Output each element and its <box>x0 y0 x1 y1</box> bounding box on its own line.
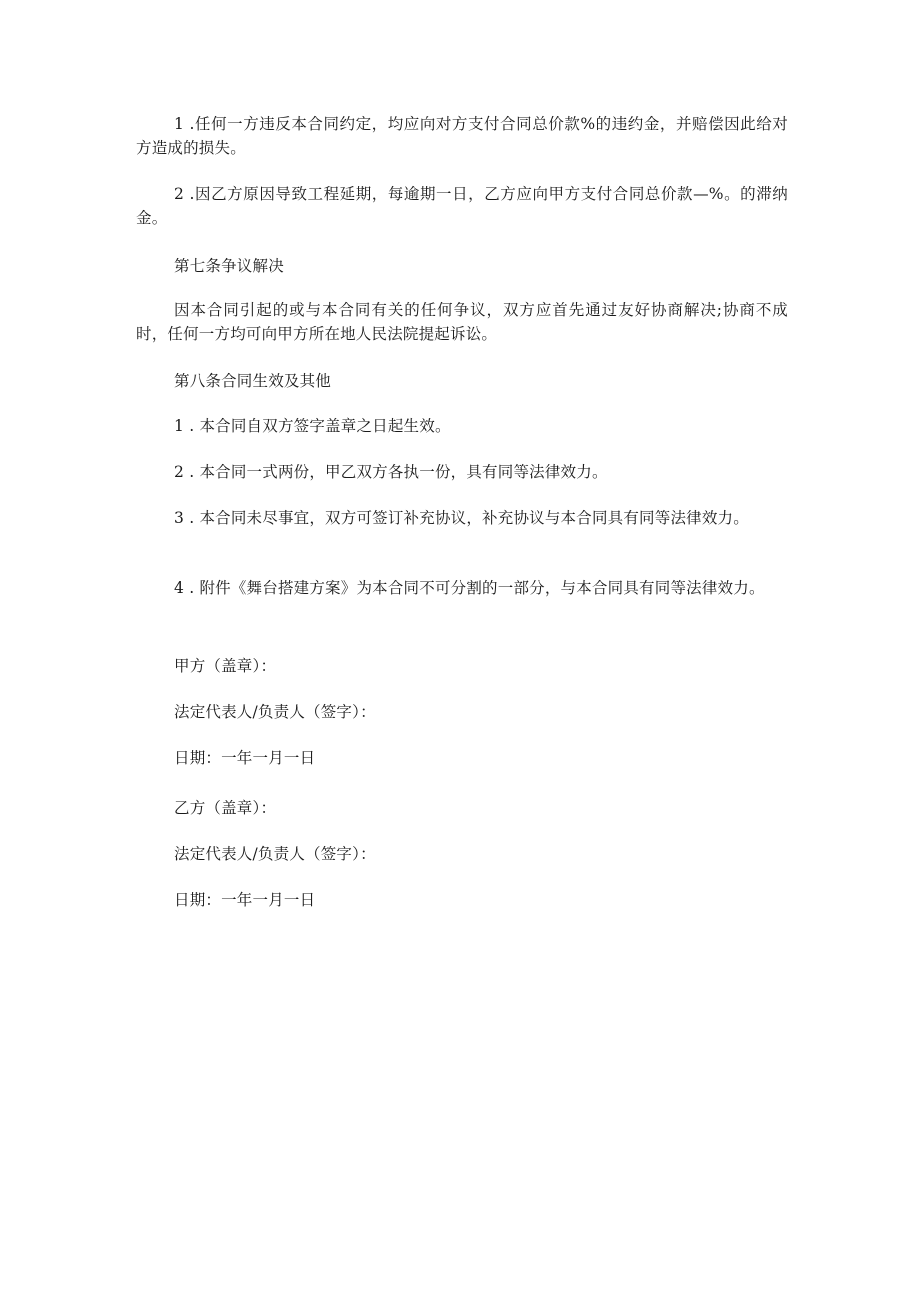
party-b-date-label: 日期：一年一月一日 <box>174 891 316 909</box>
party-b-seal-label: 乙方（盖章）： <box>174 799 277 817</box>
party-a-representative-label: 法定代表人/负责人（签字）： <box>174 703 376 721</box>
clause-8-item-3: 3 . 本合同未尽事宜，双方可签订补充协议，补充协议与本合同具有同等法律效力。 <box>174 509 749 527</box>
clause-6-item-1: 1 .任何一方违反本合同约定，均应向对方支付合同总价款%的违约金，并赔偿因此给对方造成的损失。 <box>136 115 788 157</box>
clause-7-heading: 第七条争议解决 <box>174 257 284 275</box>
party-a-seal-label: 甲方（盖章）： <box>174 657 277 675</box>
clause-8-heading: 第八条合同生效及其他 <box>174 372 332 390</box>
clause-7-body: 因本合同引起的或与本合同有关的任何争议，双方应首先通过友好协商解决;协商不成时，任何一方均可向甲方所在地人民法院提起诉讼。 <box>136 301 788 343</box>
clause-8-item-1: 1 . 本合同自双方签字盖章之日起生效。 <box>174 417 451 435</box>
clause-6-item-2: 2 .因乙方原因导致工程延期，每逾期一日，乙方应向甲方支付合同总价款—%。的滞纳金。 <box>136 185 788 227</box>
clause-8-item-2: 2 . 本合同一式两份，甲乙双方各执一份，具有同等法律效力。 <box>174 463 608 481</box>
party-a-date-label: 日期：一年一月一日 <box>174 749 316 767</box>
clause-8-item-4: 4 . 附件《舞台搭建方案》为本合同不可分割的一部分，与本合同具有同等法律效力。 <box>174 579 765 597</box>
party-b-representative-label: 法定代表人/负责人（签字）： <box>174 845 376 863</box>
